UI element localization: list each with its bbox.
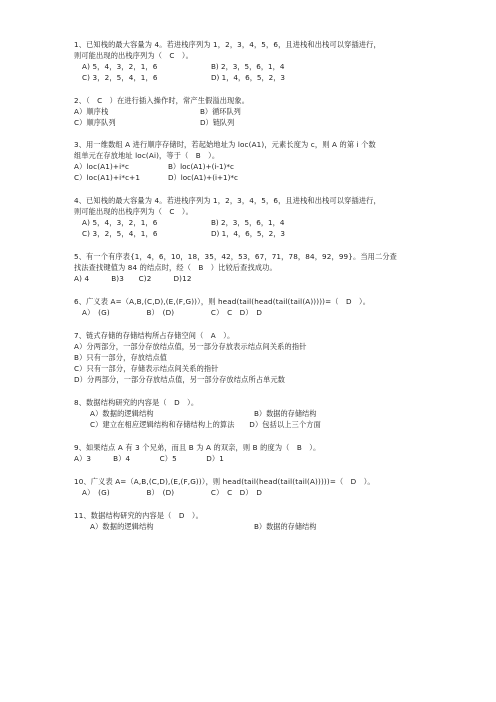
question-4-option-b: B) 2，3，5，6，1，4 (211, 218, 285, 227)
question-2-option-d: D）链队列 (200, 118, 235, 127)
question-4-option-a: A) 5，4，3，2，1，6 (82, 218, 158, 227)
question-7-stem-line-1: 7、链式存储的存储结构所占存储空间（ A ）。 (74, 331, 235, 340)
question-5-stem-line-2: 找法查找键值为 84 的结点时，经（ B ）比较后查找成功。 (74, 263, 277, 272)
question-3-stem-line-1: 3、用一维数组 A 进行顺序存储时，若起始地址为 loc(A1)，元素长度为 c，则 A 的第 i 个数 (74, 140, 376, 149)
question-11-option-b: B）数据的存储结构 (254, 522, 317, 531)
question-4-option-d: D) 1，4，6，5，2，3 (211, 229, 285, 238)
question-4-stem-line-1: 4、已知栈的最大容量为 4。若进栈序列为 1，2，3，4，5，6，且进栈和出栈可以穿插进行， (74, 196, 381, 205)
question-3-option-c: C）loc(A1)+i*c+1 (74, 173, 141, 182)
question-8-stem-line-1: 8、数据结构研究的内容是（ D ）。 (74, 398, 199, 407)
question-2-option-b: B）循环队列 (200, 107, 241, 116)
question-5-options: A) 4 B)3 C)2 D)12 (74, 274, 192, 283)
question-8-option-b: B）数据的存储结构 (254, 409, 317, 418)
question-1-option-c: C) 3，2，5，4，1，6 (82, 73, 158, 82)
question-11-stem-line-1: 11、数据结构研究的内容是（ D ）。 (74, 511, 203, 520)
question-8-option-a: A）数据的逻辑结构 (90, 409, 154, 418)
question-7-option-a: A）分两部分，一部分存放结点值，另一部分存放表示结点间关系的指针 (74, 342, 307, 351)
question-9-options: A）3 B）4 C）5 D）1 (74, 454, 224, 463)
question-3-option-a: A）loc(A1)+i*c (74, 162, 130, 171)
question-10-options: A） (G) B） (D) C） C D） D (82, 488, 263, 497)
question-6-options: A） (G) B） (D) C） C D） D (82, 308, 263, 317)
question-11-option-a: A）数据的逻辑结构 (90, 522, 154, 531)
question-6-stem-line-1: 6、广义表 A=（A,B,(C,D),(E,(F,G))），则 head(tail(head(tail(tail(A)))))=（ D ）。 (74, 297, 371, 306)
question-3-option-b: B）loc(A1)+(i-1)*c (168, 162, 234, 171)
question-5-stem-line-1: 5、有一个有序表{1，4，6，10，18，35，42，53，67，71，78，84，92，99}。当用二分查 (74, 252, 398, 261)
question-7-option-b: B）只有一部分，存放结点值 (74, 353, 168, 362)
question-1-stem-line-2: 则可能出现的出栈序列为（ C ）。 (74, 51, 193, 60)
question-1-stem-line-1: 1、已知栈的最大容量为 4。若进栈序列为 1，2，3，4，5，6，且进栈和出栈可以穿插进行， (74, 40, 381, 49)
question-4-stem-line-2: 则可能出现的出栈序列为（ C ）。 (74, 207, 193, 216)
question-2-option-c: C）顺序队列 (74, 118, 116, 127)
question-1-option-a: A) 5，4，3，2，1，6 (82, 62, 158, 71)
question-2-option-a: A）顺序栈 (74, 107, 109, 116)
question-1-option-d: D) 1，4，6，5，2，3 (211, 73, 285, 82)
question-1-option-b: B) 2，3，5，6，1，4 (211, 62, 285, 71)
question-7-option-c: C）只有一部分，存储表示结点间关系的指针 (74, 364, 219, 373)
question-10-stem-line-1: 10、广义表 A=（A,B,(C,D),(E,(F,G))），则 head(tail(head(tail(tail(A)))))=（ D ）。 (74, 477, 375, 486)
question-3-stem-line-2: 组单元在存放地址 loc(Ai)，等于（ B ）。 (74, 151, 220, 160)
question-9-stem-line-1: 9、如果结点 A 有 3 个兄弟，而且 B 为 A 的双亲，则 B 的度为（ B ）。 (74, 443, 321, 452)
question-4-option-c: C) 3，2，5，4，1，6 (82, 229, 158, 238)
question-2-stem-line-1: 2、（ C ）在进行插入操作时，常产生假溢出现象。 (74, 96, 250, 105)
question-3-option-d: D）loc(A1)+(i+1)*c (168, 173, 238, 182)
question-8-option-cd: C）建立在相应逻辑结构和存储结构上的算法 D）包括以上三个方面 (90, 420, 321, 429)
question-7-option-d: D）分两部分，一部分存放结点值，另一部分存放结点所占单元数 (74, 375, 286, 384)
